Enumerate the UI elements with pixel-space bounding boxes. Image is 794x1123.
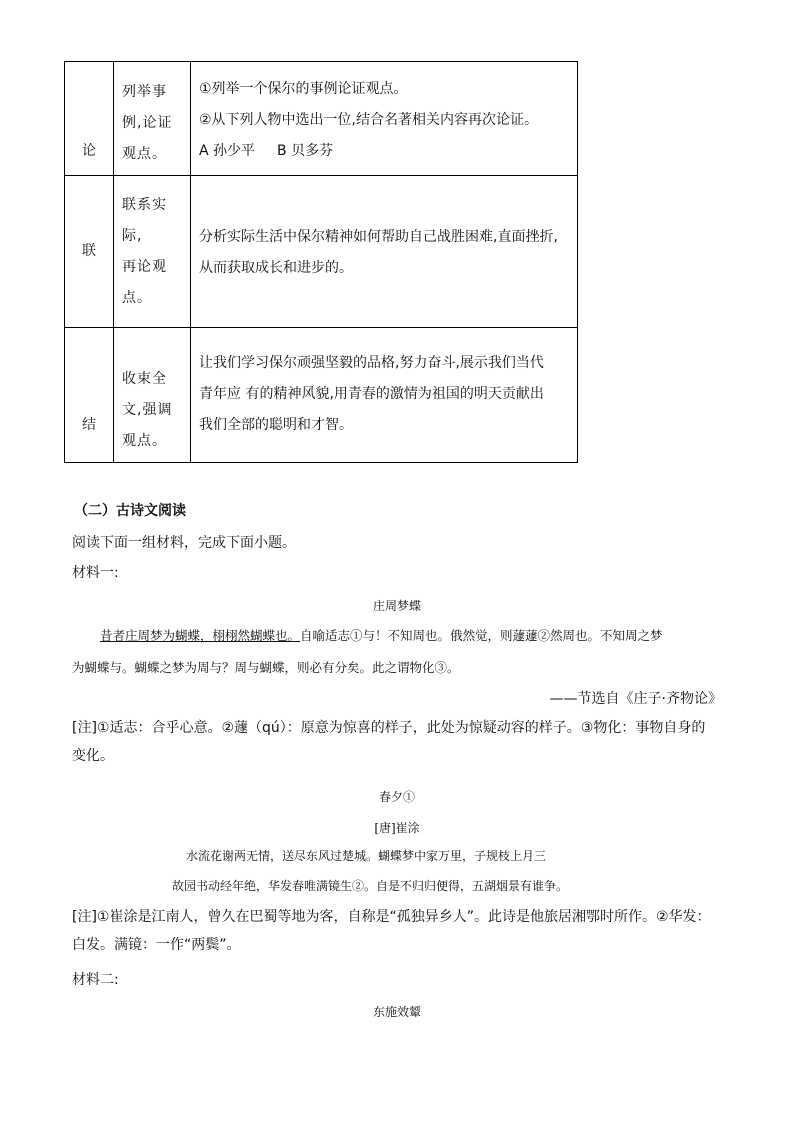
text2-title: 东施效颦: [372, 1005, 421, 1019]
table-row: [65, 62, 577, 175]
option-b: B 贝多芬: [277, 143, 334, 159]
text1-body: 昔者庄周梦为蝴蝶，栩栩然蝴蝶也。自喻适志①与！不知周也。俄然觉，则蘧蘧②然周也。不知周之梦: [100, 628, 663, 643]
poem-line1: 水流花谢两无情，送尽东风过楚城。蝴蝶梦中家万里，子规枝上月三: [186, 849, 547, 863]
row-label: 结: [82, 417, 96, 433]
note2: [注]①崔涂是江南人，曾久在巴蜀等地为客，自称是“孤独异乡人”。此诗是他旅居湘鄂时所作。②华发： 白发。满镜：一作“两鬓”。: [72, 909, 711, 953]
text1-line2: 为蝴蝶与。蝴蝶之梦为周与？周与蝴蝶，则必有分矣。此之谓物化③。: [72, 660, 460, 675]
note1: [注]①适志：合乎心意。②蘧（qú）：原意为惊喜的样子，此处为惊疑动容的样子。③物化：事物自身的 变化。: [72, 720, 706, 764]
option-a: A 孙少平: [199, 143, 256, 159]
row-method: 列举事 例,论证 观点。: [122, 84, 173, 162]
section-intro: 阅读下面一组材料，完成下面小题。: [72, 535, 296, 551]
poem-line2: 故园书动经年绝，华发春唯满镜生②。自是不归归便得，五湖烟景有谁争。: [172, 879, 569, 893]
options-line: [199, 136, 571, 167]
table-row: [65, 175, 577, 327]
row-method: 收束全 文,强调 观点。: [122, 371, 173, 449]
row-method: 联系实 际, 再论观 点。: [122, 197, 167, 306]
row-label: 联: [82, 243, 96, 259]
row-content: 让我们学习保尔顽强坚毅的品格,努力奋斗,展示我们当代 青年应 有的精神风貌,用青春的激情为祖国的明天贡献出 我们全部的聪明和才智。: [199, 355, 544, 433]
poem-author: [唐]崔涂: [374, 821, 420, 835]
outline-table: [64, 61, 578, 463]
text1-title: 庄周梦蝶: [372, 599, 421, 613]
poem-title: 春夕①: [378, 790, 415, 804]
row-content: 分析实际生活中保尔精神如何帮助自己战胜困难,直面挫折, 从而获取成长和进步的。: [199, 229, 558, 276]
material1-label: 材料一:: [72, 565, 119, 581]
material2-label: 材料二:: [72, 972, 119, 988]
row-content: ①列举一个保尔的事例论证观点。 ②从下列人物中选出一位,结合名著相关内容再次论证。 A 孙少平 B 贝多芬: [199, 74, 571, 167]
section-heading: （二）古诗文阅读: [74, 503, 186, 519]
text1-source: ——节选自《庄子·齐物论》: [549, 691, 722, 707]
row-label: 论: [82, 143, 96, 159]
table-row: [65, 327, 577, 462]
text1-underlined: 昔者庄周梦为蝴蝶，栩栩然蝴蝶也。: [100, 628, 301, 643]
